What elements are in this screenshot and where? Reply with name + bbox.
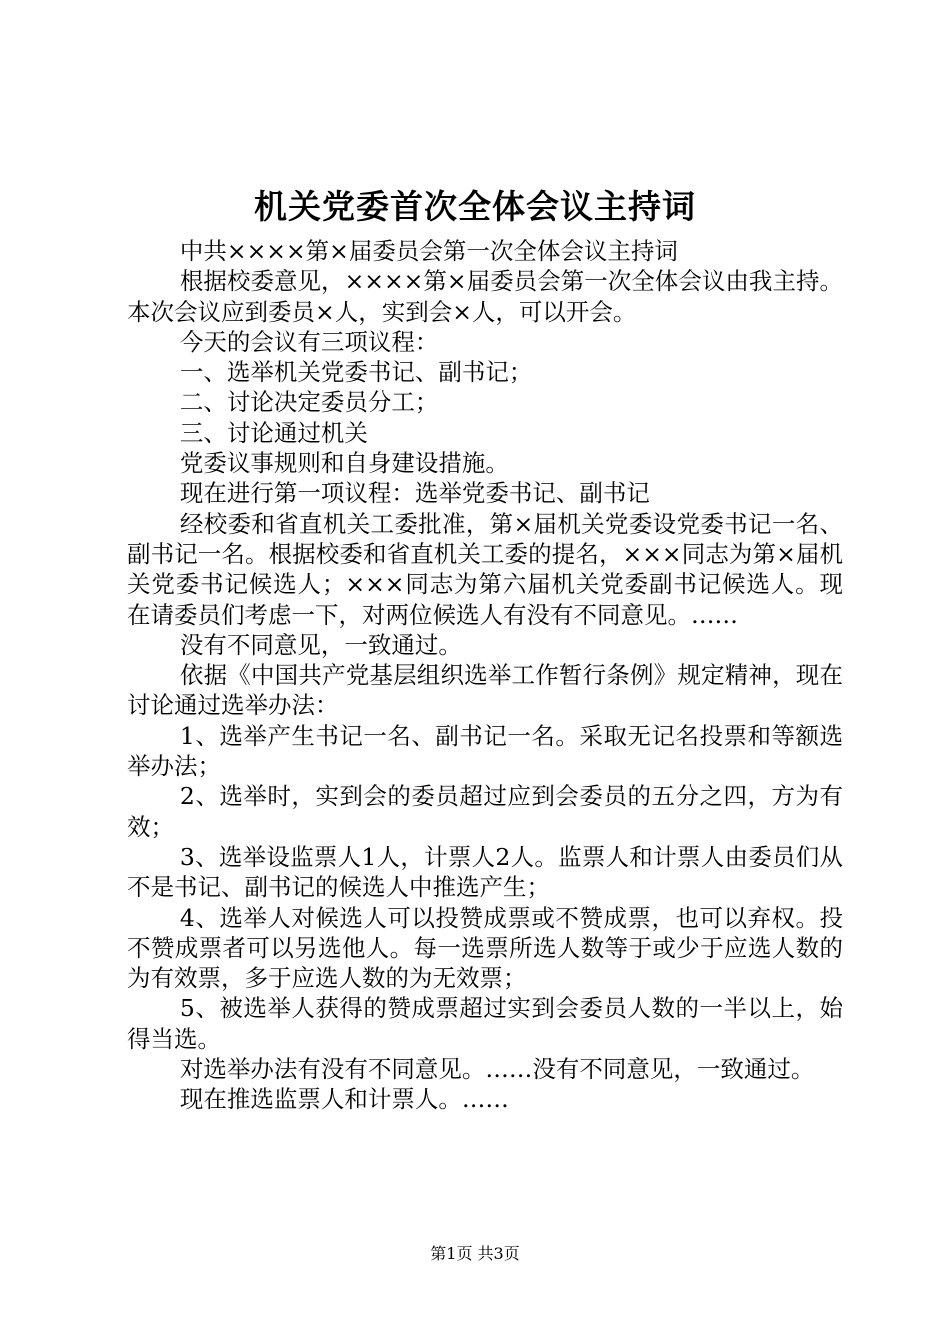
paragraph-rule-2: 2、选举时，实到会的委员超过应到会委员的五分之四，方为有效； bbox=[127, 782, 843, 841]
paragraph-rule-4: 4、选举人对候选人可以投赞成票或不赞成票，也可以弃权。投不赞成票者可以另选他人。每一选票所选人数等于或少于应选人数的为有效票，多于应选人数的为无效票； bbox=[127, 903, 843, 993]
paragraph-election-rules-intro: 依据《中国共产党基层组织选举工作暂行条例》规定精神，现在讨论通过选举办法： bbox=[127, 661, 843, 720]
paragraph-agenda-item-3: 三、讨论通过机关 bbox=[179, 418, 368, 447]
paragraph-approved: 没有不同意见，一致通过。 bbox=[179, 630, 462, 659]
paragraph-agenda-intro: 今天的会议有三项议程： bbox=[179, 327, 439, 356]
paragraph-rules-approved: 对选举办法有没有不同意见。……没有不同意见，一致通过。 bbox=[179, 1055, 815, 1084]
paragraph-agenda-item-3-cont: 党委议事规则和自身建设措施。 bbox=[179, 449, 509, 478]
paragraph-heading: 中共××××第×届委员会第一次全体会议主持词 bbox=[179, 237, 678, 265]
paragraph-rule-5: 5、被选举人获得的赞成票超过实到会委员人数的一半以上，始得当选。 bbox=[127, 994, 843, 1053]
paragraph-agenda-item-2: 二、讨论决定委员分工； bbox=[179, 388, 439, 417]
paragraph-rule-1: 1、选举产生书记一名、副书记一名。采取无记名投票和等额选举办法； bbox=[127, 721, 843, 781]
document-body bbox=[127, 236, 843, 1115]
page-number-footer: 第1页 共3页 bbox=[430, 1244, 520, 1263]
paragraph-candidates: 经校委和省直机关工委批准，第×届机关党委设党委书记一名、副书记一名。根据校委和省直机关工委的提名，×××同志为第×届机关党委书记候选人；×××同志为第六届机关党委副书记候选人。现在请委员们考虑一下，对两位候选人有没有不同意见。…… bbox=[127, 509, 843, 629]
paragraph-tellers: 现在推选监票人和计票人。…… bbox=[179, 1085, 509, 1114]
paragraph-opening: 根据校委意见，××××第×届委员会第一次全体会议由我主持。本次会议应到委员×人，实到会×人，可以开会。 bbox=[127, 267, 843, 326]
paragraph-rule-3: 3、选举设监票人1人，计票人2人。监票人和计票人由委员们从不是书记、副书记的候选人中推选产生； bbox=[127, 842, 843, 902]
document-title: 机关党委首次全体会议主持词 bbox=[254, 187, 696, 226]
paragraph-agenda-item-1: 一、选举机关党委书记、副书记； bbox=[179, 358, 533, 387]
paragraph-first-agenda: 现在进行第一项议程：选举党委书记、副书记 bbox=[179, 479, 650, 508]
